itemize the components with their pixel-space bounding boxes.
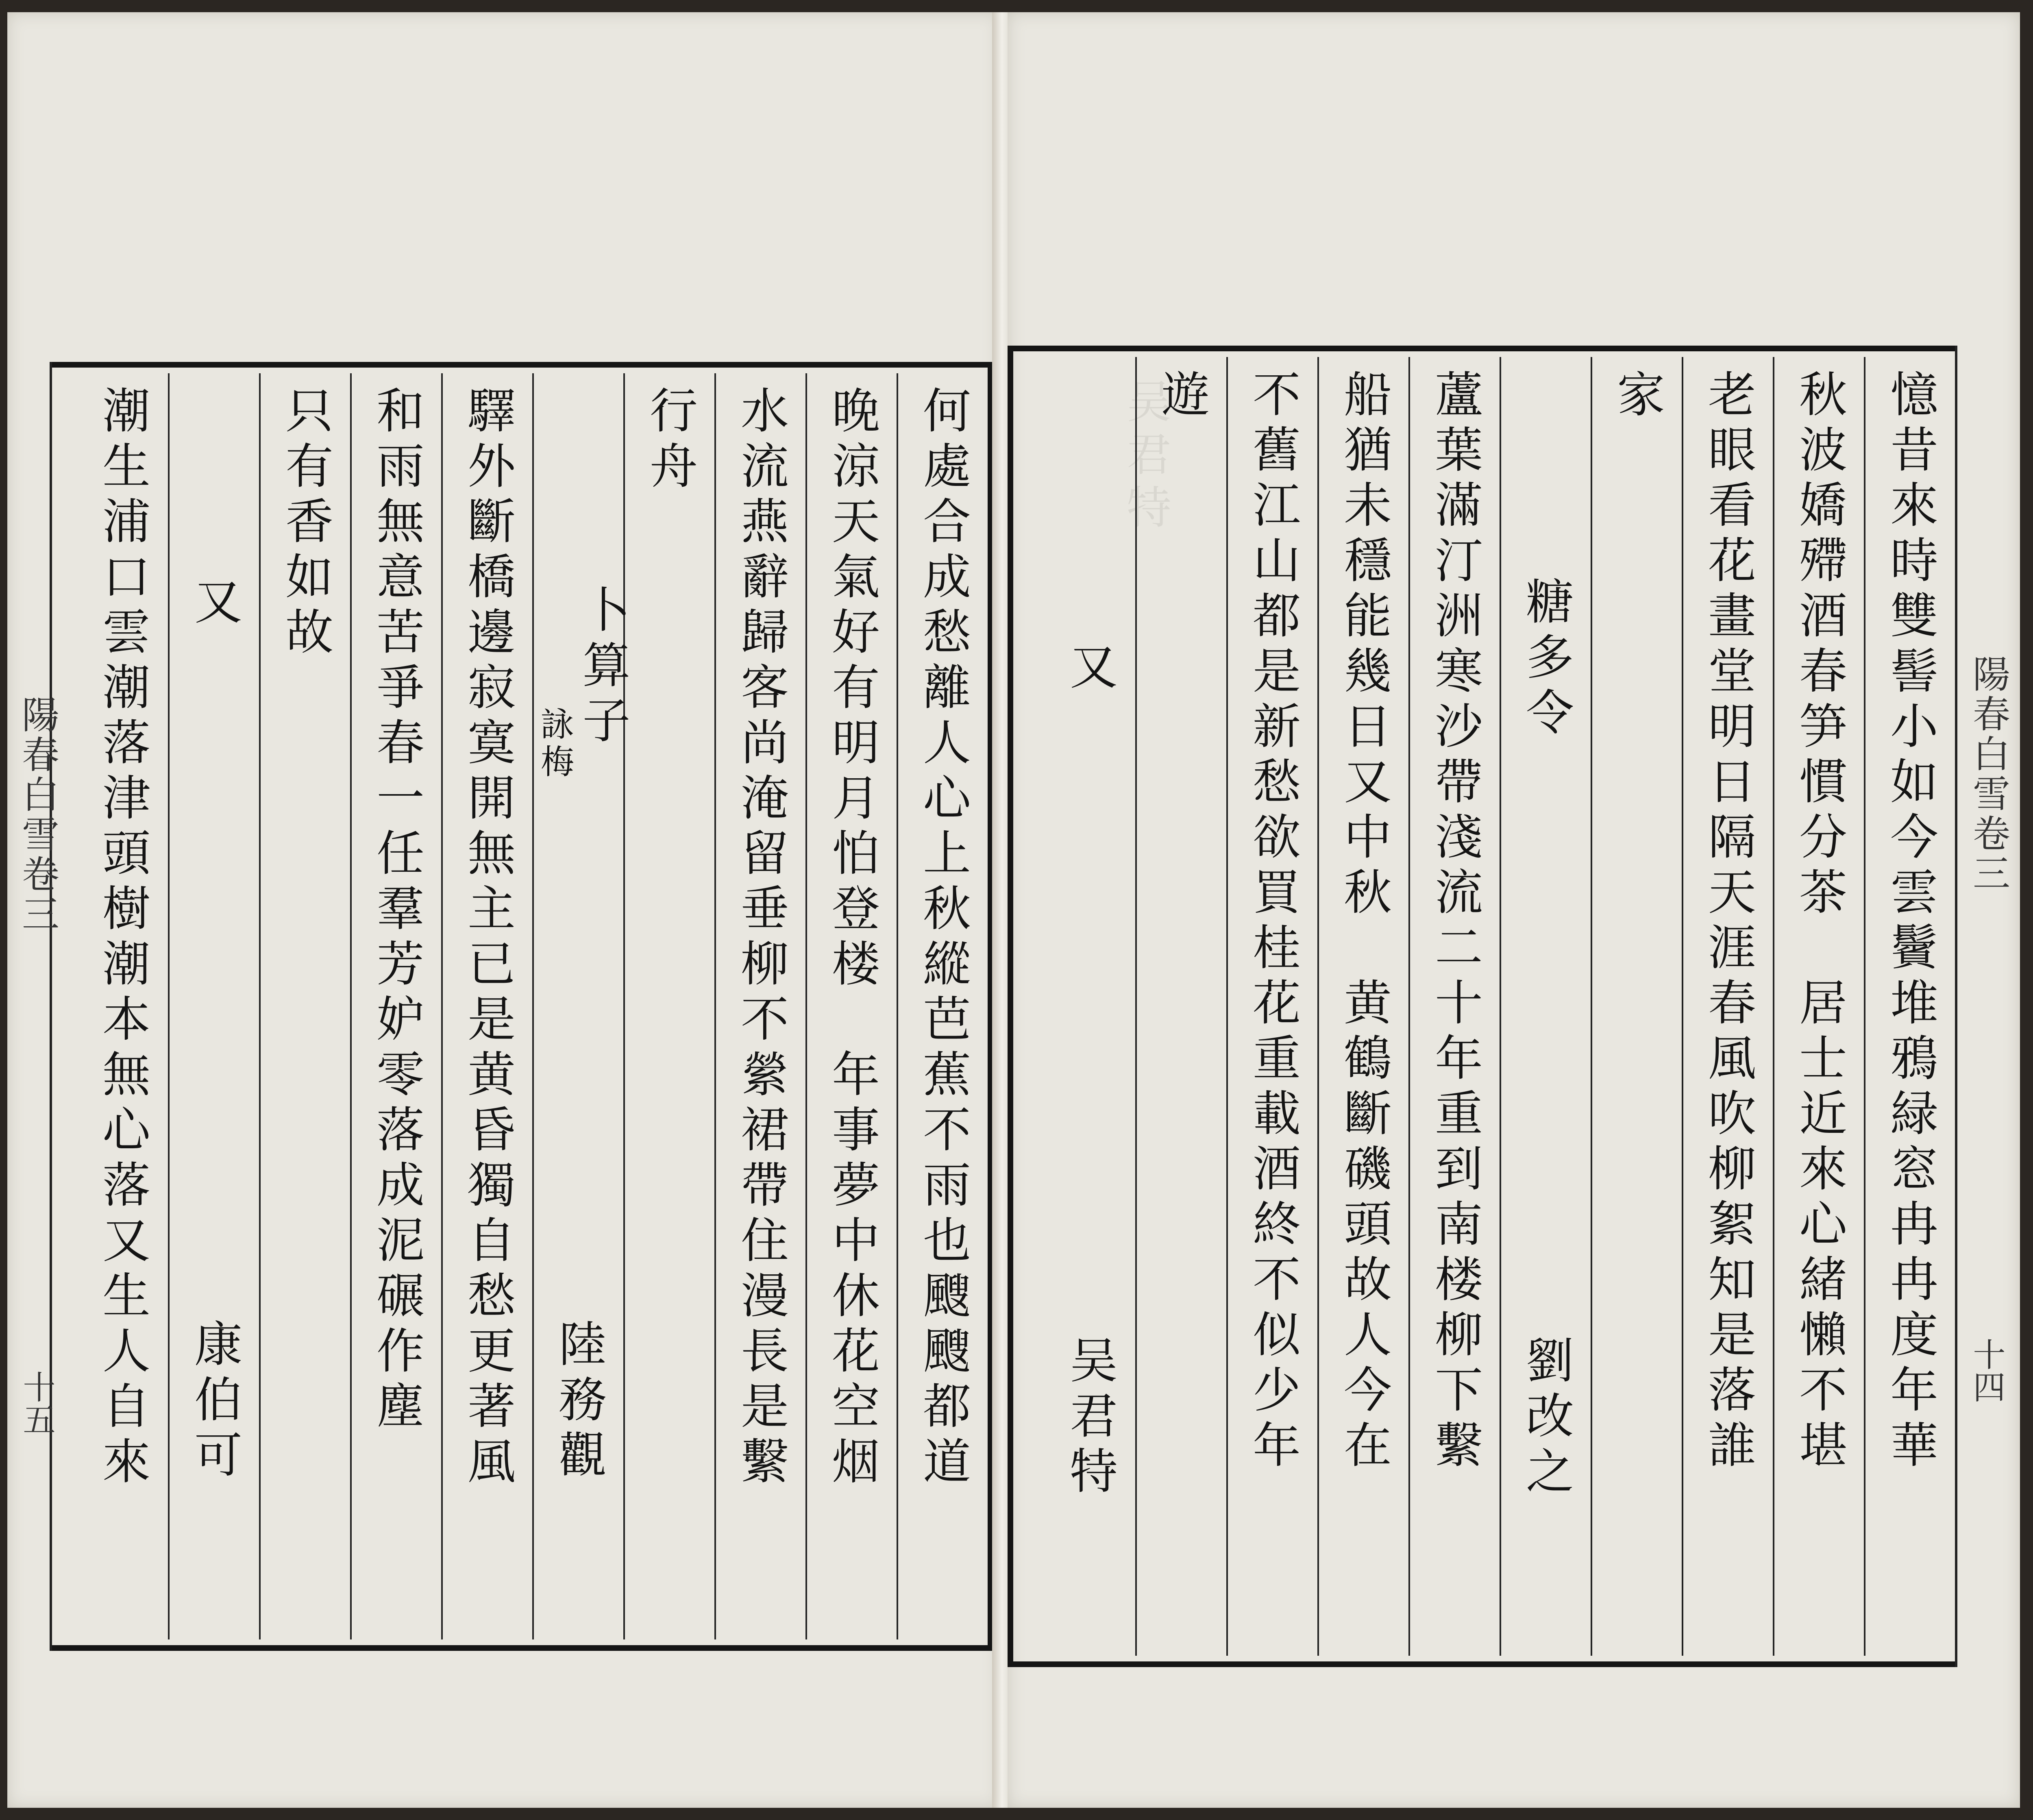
text-column xyxy=(77,373,168,1639)
text-frame xyxy=(52,362,993,1651)
text-column xyxy=(259,373,350,1639)
column-text: 和雨無意苦爭春一任羣芳妒零落成泥碾作塵 xyxy=(368,385,424,1436)
right-margin-band xyxy=(1955,346,2010,1667)
column-text: 不舊江山都是新愁欲買桂花重載酒終不似少年 xyxy=(1245,369,1301,1475)
text-column xyxy=(623,373,714,1639)
column-text: 驛外斷橋邊寂寞開無主已是黄昏獨自愁更著風 xyxy=(459,385,516,1491)
show-through-text: 吴君特 xyxy=(1119,378,1171,537)
column-text: 老眼看花畫堂明日隔天涯春風吹柳絮知是落誰 xyxy=(1700,369,1756,1475)
poem-subtitle: 詠梅 xyxy=(535,707,574,782)
text-frame xyxy=(1008,346,1955,1667)
column-text: 家 xyxy=(1609,369,1665,425)
column-text: 蘆葉滿汀洲寒沙帶淺流二十年重到南楼柳下繫 xyxy=(1427,369,1483,1475)
text-column xyxy=(441,373,532,1639)
poem-heading-column xyxy=(1044,357,1135,1656)
column-text: 晚涼天氣好有明月怕登楼 年事夢中休花空烟 xyxy=(824,385,880,1491)
poem-heading-column xyxy=(168,373,259,1639)
poem-author: 吴君特 xyxy=(1062,1335,1118,1501)
text-column xyxy=(1226,357,1317,1656)
poem-author: 康伯可 xyxy=(186,1319,242,1485)
column-text: 只有香如故 xyxy=(277,385,333,662)
poem-author: 劉改之 xyxy=(1518,1335,1574,1501)
text-column xyxy=(1591,357,1682,1656)
folio-number: 十五 xyxy=(17,1370,55,1435)
column-text: 潮生浦口雲潮落津頭樹潮本無心落又生人自來 xyxy=(94,385,150,1491)
column-text: 遊 xyxy=(1154,369,1210,425)
folio-number: 十四 xyxy=(1968,1338,2005,1403)
margin-title: 陽春白雪卷三 xyxy=(1967,655,2010,894)
poem-heading-column xyxy=(1500,357,1591,1656)
column-text: 憶昔來時雙髻小如今雲鬢堆鴉緑窓冉冉度年華 xyxy=(1882,369,1938,1475)
text-column xyxy=(1864,357,1955,1656)
poem-title: 卜算子 xyxy=(574,585,631,751)
column-text: 何處合成愁離人心上秋縱芭蕉不雨也颼颼都道 xyxy=(915,385,971,1491)
column-text: 行舟 xyxy=(642,385,698,496)
poem-author: 陸務觀 xyxy=(551,1319,607,1485)
text-column xyxy=(714,373,805,1639)
poem-title: 又 xyxy=(186,577,242,632)
right-page xyxy=(1008,12,2020,1808)
text-column xyxy=(1682,357,1773,1656)
column-block xyxy=(52,373,988,1639)
column-text: 水流燕辭歸客尚淹留垂柳不縈裙帶住漫長是繫 xyxy=(733,385,789,1491)
column-text: 船猶未穩能幾日又中秋 黄鶴斷磯頭故人今在 xyxy=(1336,369,1392,1475)
left-margin-band xyxy=(7,362,59,1651)
text-column xyxy=(1408,357,1500,1656)
text-column xyxy=(805,373,897,1639)
margin-title: 陽春白雪卷三 xyxy=(16,695,59,934)
poem-title: 糖多令 xyxy=(1518,577,1574,742)
text-column xyxy=(1773,357,1864,1656)
poem-heading-column xyxy=(532,373,631,1639)
text-column xyxy=(1317,357,1408,1656)
column-block xyxy=(1013,357,1955,1656)
left-page xyxy=(7,12,999,1808)
column-text: 秋波嬌殢酒春笋慣分茶 居士近來心緒懶不堪 xyxy=(1791,369,1847,1475)
text-column xyxy=(897,373,988,1639)
text-column xyxy=(1135,357,1226,1656)
poem-title: 又 xyxy=(1062,642,1118,697)
text-column xyxy=(350,373,441,1639)
